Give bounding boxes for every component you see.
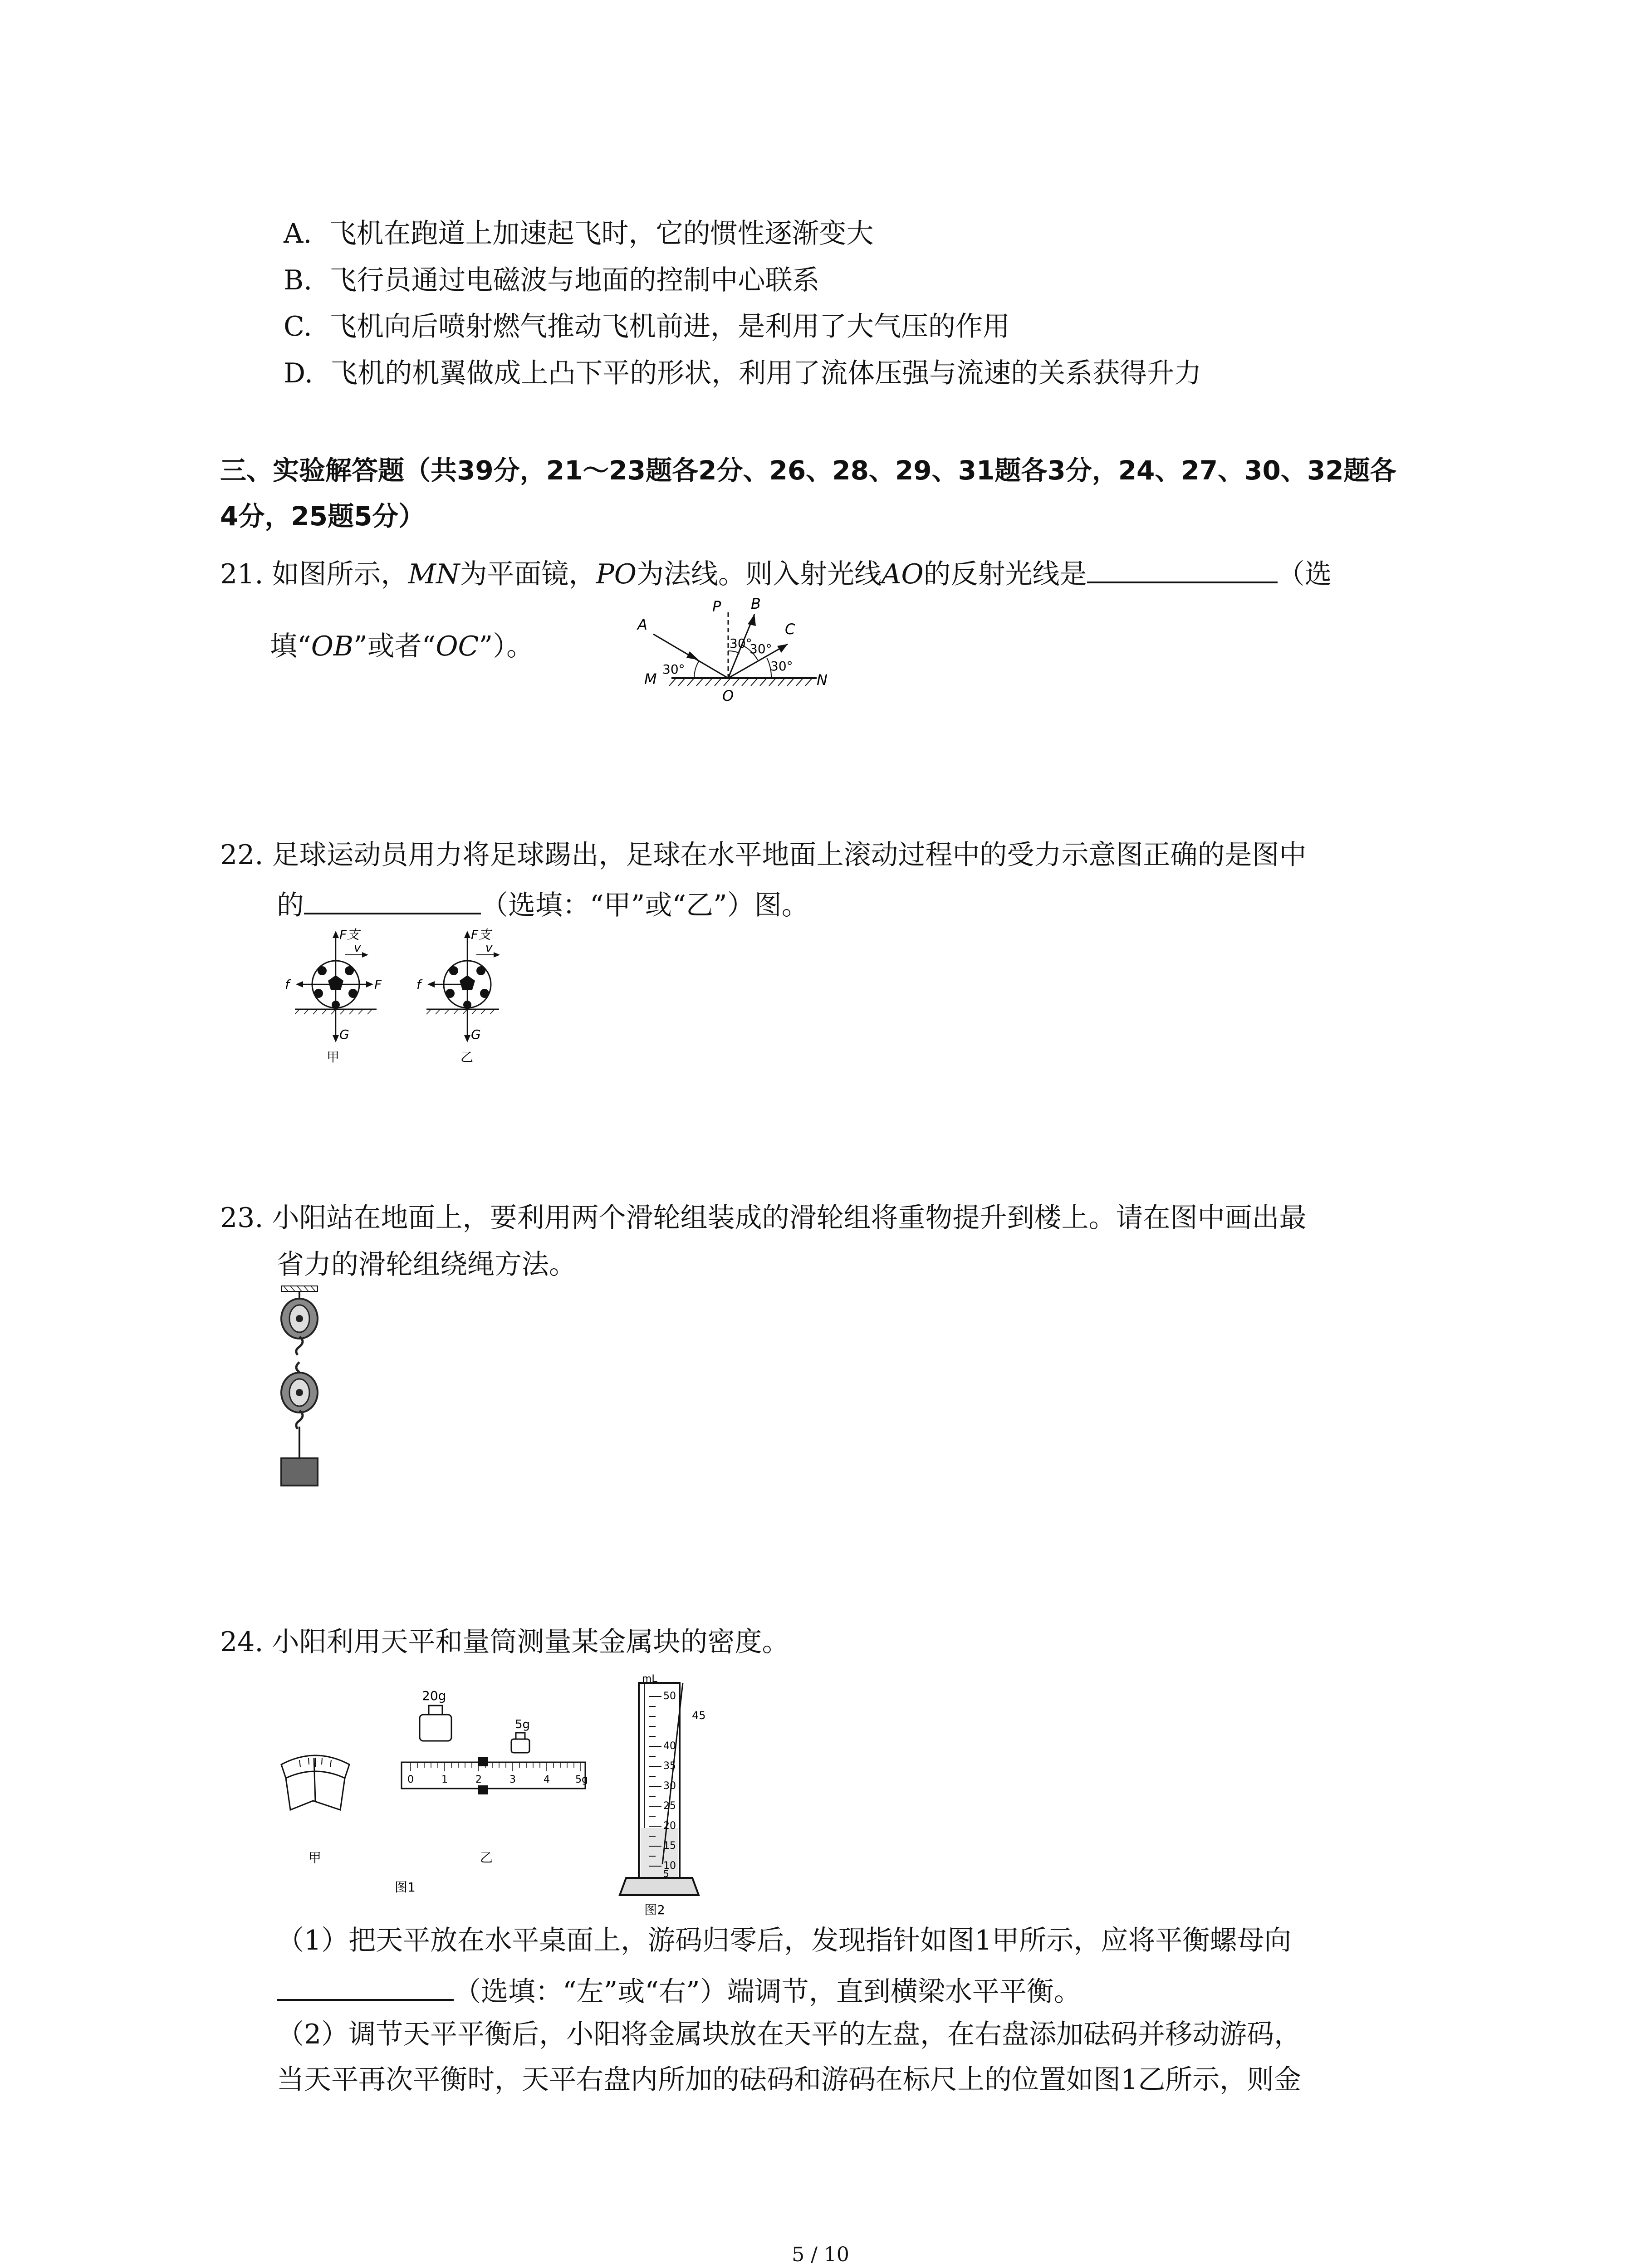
cyl-25: 25 (663, 1800, 676, 1812)
measuring-cylinder (620, 1673, 706, 1917)
cyl-30: 30 (663, 1780, 676, 1792)
q23-line1: 23. 小阳站在地面上，要利用两个滑轮组装成的滑轮组将重物提升到楼上。请在图中画出最 (220, 1202, 1307, 1234)
balance-weights-ruler (402, 1688, 588, 1865)
q24-answer-blank[interactable] (277, 1971, 454, 2001)
option-d: D. 飞机的机翼做成上凸下平的形状，利用了流体压强与流速的关系获得升力 (284, 357, 1202, 389)
label-ml: mL (642, 1673, 657, 1685)
q24-part1-line1: （1）把天平放在水平桌面上，游码归零后，发现指针如图1甲所示，应将平衡螺母向 (277, 1925, 1292, 1956)
label-45: 45 (692, 1709, 706, 1722)
label-yi-24: 乙 (480, 1850, 493, 1865)
cyl-40: 40 (663, 1740, 676, 1752)
cyl-20: 20 (663, 1820, 676, 1832)
ruler-0: 0 (407, 1774, 414, 1785)
q24-part2-line2: 当天平再次平衡时，天平右盘内所加的砝码和游码在标尺上的位置如图1乙所示，则金 (277, 2064, 1302, 2096)
q21-line1: 21. 如图所示，MN为平面镜，PO为法线。则入射光线AO的反射光线是 （选 (220, 553, 1332, 592)
label-fig2: 图2 (644, 1902, 665, 1917)
cyl-5: 5 (663, 1868, 669, 1879)
label-g-jia: G (339, 1027, 349, 1042)
ruler-2: 2 (475, 1774, 482, 1785)
q21-line2: 填“OB”或者“OC”）。 (270, 631, 534, 662)
label-bigf-jia: F (374, 977, 382, 992)
q24-line1: 24. 小阳利用天平和量筒测量某金属块的密度。 (220, 1626, 789, 1658)
label-g-yi: G (471, 1027, 481, 1042)
label-fig1: 图1 (395, 1880, 416, 1895)
fig-angle-2: 30° (730, 636, 752, 651)
label-jia-24: 甲 (309, 1850, 322, 1865)
option-a: A. 飞机在跑道上加速起飞时，它的惯性逐渐变大 (284, 218, 874, 249)
label-f-jia: f (285, 977, 289, 992)
fig-label-a: A (637, 616, 647, 633)
label-f-yi: f (416, 977, 421, 992)
label-v-yi: v (485, 941, 493, 955)
ruler-1: 1 (441, 1774, 448, 1785)
page-number: 5 / 10 (792, 2243, 849, 2266)
label-5g: 5g (515, 1718, 530, 1731)
q21-answer-blank[interactable] (1087, 553, 1278, 583)
fig-angle-1: 30° (662, 662, 685, 677)
label-20g: 20g (422, 1688, 446, 1703)
section-heading-line2: 4分，25题5分） (220, 501, 425, 532)
fig-label-o: O (722, 687, 734, 704)
fig-label-b: B (751, 595, 761, 612)
ruler-3: 3 (509, 1774, 516, 1785)
option-b: B. 飞行员通过电磁波与地面的控制中心联系 (284, 264, 820, 296)
fig-label-c: C (785, 621, 795, 638)
label-fn-yi: F支 (471, 927, 491, 942)
cyl-35: 35 (663, 1760, 676, 1772)
q22-force-diagrams (281, 925, 535, 1070)
q24-part2-line1: （2）调节天平平衡后，小阳将金属块放在天平的左盘，在右盘添加砝码并移动游码， (277, 2019, 1302, 2050)
q21-mirror-diagram (626, 590, 826, 708)
q22-line1: 22. 足球运动员用力将足球踢出，足球在水平地面上滚动过程中的受力示意图正确的是图中 (220, 839, 1307, 871)
cyl-50: 50 (663, 1691, 676, 1702)
fig-label-m: M (644, 670, 657, 688)
q24-part1-line2: （选填：“左”或“右”）端调节，直到横梁水平平衡。 (277, 1971, 1081, 2010)
label-jia: 甲 (327, 1050, 340, 1065)
section-heading-line1: 三、实验解答题（共39分，21～23题各2分、26、28、29、31题各3分，24、27、30、32题各 (220, 455, 1396, 486)
label-fn-jia: F支 (339, 927, 360, 942)
label-v-jia: v (354, 941, 361, 955)
ruler-5g: 5g (575, 1774, 588, 1785)
q23-line2: 省力的滑轮组绕绳方法。 (277, 1249, 576, 1281)
q22-answer-blank[interactable] (304, 885, 481, 914)
fig-label-p: P (712, 598, 721, 615)
fig-label-n: N (817, 671, 828, 689)
fig-angle-3: 30° (749, 641, 772, 656)
ruler-4: 4 (544, 1774, 550, 1785)
q22-line2: 的 （选填：“甲”或“乙”）图。 (277, 885, 809, 924)
q23-pulley-diagram (272, 1286, 336, 1495)
option-c: C. 飞机向后喷射燃气推动飞机前进，是利用了大气压的作用 (284, 311, 1010, 342)
diagram-jia (285, 927, 382, 1065)
balance-pointer-scale (281, 1755, 416, 1895)
diagram-yi (416, 927, 500, 1065)
fig-angle-4: 30° (770, 659, 793, 674)
cyl-15: 15 (663, 1840, 676, 1852)
cyl-10: 10 (663, 1860, 676, 1872)
label-yi: 乙 (460, 1050, 474, 1065)
q24-figures (272, 1673, 735, 1919)
